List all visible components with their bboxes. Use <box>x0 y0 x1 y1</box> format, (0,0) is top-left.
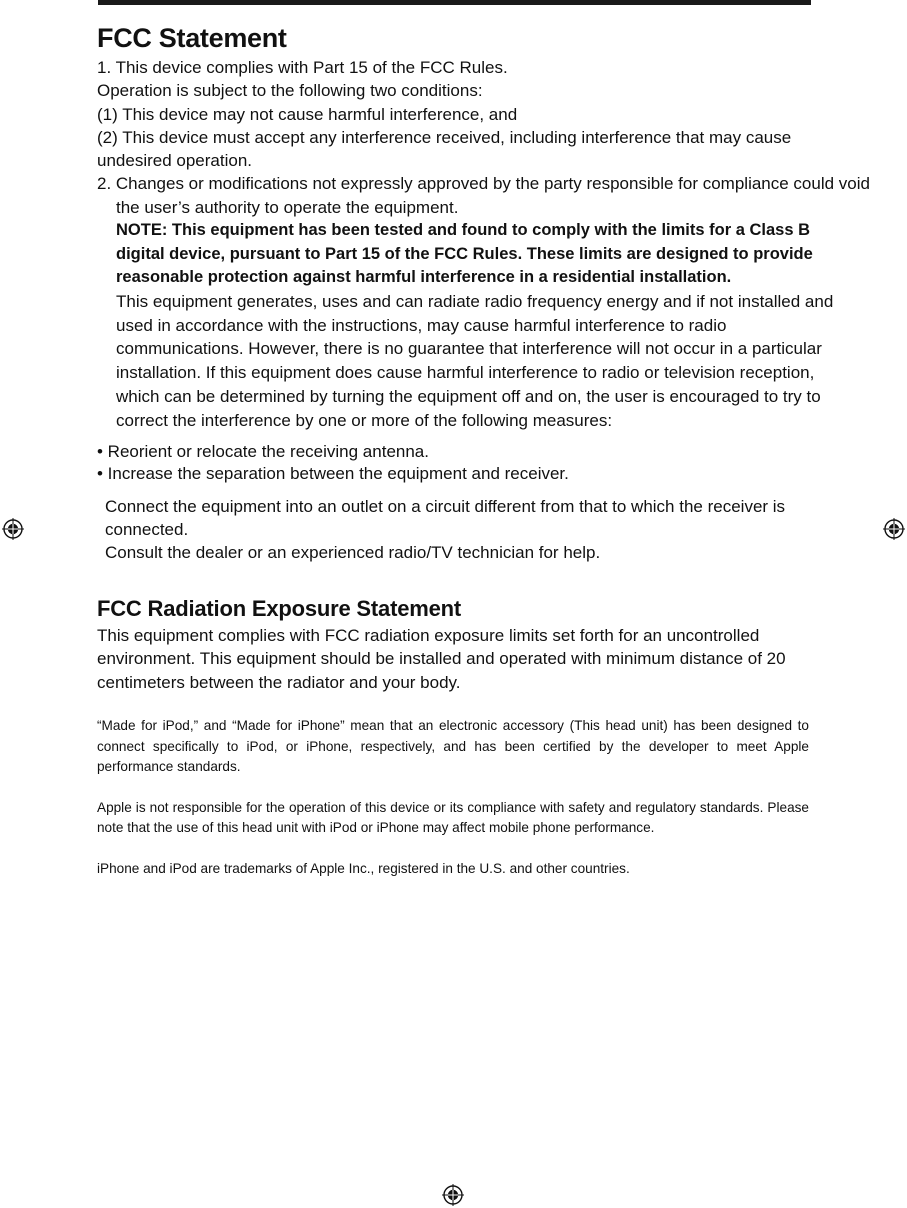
measures-list <box>97 441 857 486</box>
registration-mark-icon <box>883 518 905 540</box>
connect-instructions <box>97 495 855 565</box>
connect-outlet-text: Connect the equipment into an outlet on a circuit different from that to which the receiver is connected. <box>105 496 786 539</box>
interference-paragraph: This equipment generates, uses and can radiate radio frequency energy and if not installed and used in accordance with the instructions, may cause harmful interference to radio communications. However, there is no guarantee that interference will not occur in a particular installation. If this equipment does cause harmful interference to radio or television reception, which can be determined by turning the equipment off and on, the user is encouraged to try to correct the interference by one or more of the following measures: <box>116 291 834 430</box>
apple-made-for-text: “Made for iPod,” and “Made for iPhone” mean that an electronic accessory (This head unit) has been designed to connect specifically to iPod, or iPhone, respectively, and has been certified by the developer to meet Apple performance standards. <box>97 718 809 775</box>
radiation-title: FCC Radiation Exposure Statement <box>97 595 461 621</box>
top-rule <box>98 0 811 5</box>
registration-mark-icon <box>2 518 24 540</box>
consult-dealer-text: Consult the dealer or an experienced radio/TV technician for help. <box>105 543 601 563</box>
apple-responsibility-text: Apple is not responsible for the operation of this device or its compliance with safety and regulatory standards. Please note that the use of this head unit with iPod or iPhone may affect mobile phone performance. <box>97 799 809 836</box>
trademark-text: iPhone and iPod are trademarks of Apple Inc., registered in the U.S. and other countries. <box>97 860 630 876</box>
statement-line-changes: 2. Changes or modifications not expressly approved by the party responsible for compliance could void the user’s authority to operate the equipment. <box>97 174 870 217</box>
registration-mark-icon <box>442 1184 464 1206</box>
radiation-text: This equipment complies with FCC radiation exposure limits set forth for an uncontrolled environment. This equipment should be installed and operated with minimum distance of 20 centimeters between the radiator and your body. <box>97 625 786 692</box>
statement-line-2: Operation is subject to the following two conditions: <box>97 81 483 101</box>
list-item: • Reorient or relocate the receiving antenna. <box>97 441 429 461</box>
condition-2: (2) This device must accept any interference received, including interference that may cause undesired operation. <box>97 127 792 171</box>
statement-line-1: 1. This device complies with Part 15 of the FCC Rules. <box>97 58 508 77</box>
fcc-page <box>97 20 870 893</box>
fcc-statement-title: FCC Statement <box>97 23 287 53</box>
list-item: • Increase the separation between the equipment and receiver. <box>97 464 569 484</box>
class-b-note: NOTE: This equipment has been tested and found to comply with the limits for a Class B digital device, pursuant to Part 15 of the FCC Rules. These limits are designed to provide reasonable protection against harmful interference in a residential installation. <box>116 221 813 287</box>
condition-1: (1) This device may not cause harmful interference, and <box>97 104 518 124</box>
